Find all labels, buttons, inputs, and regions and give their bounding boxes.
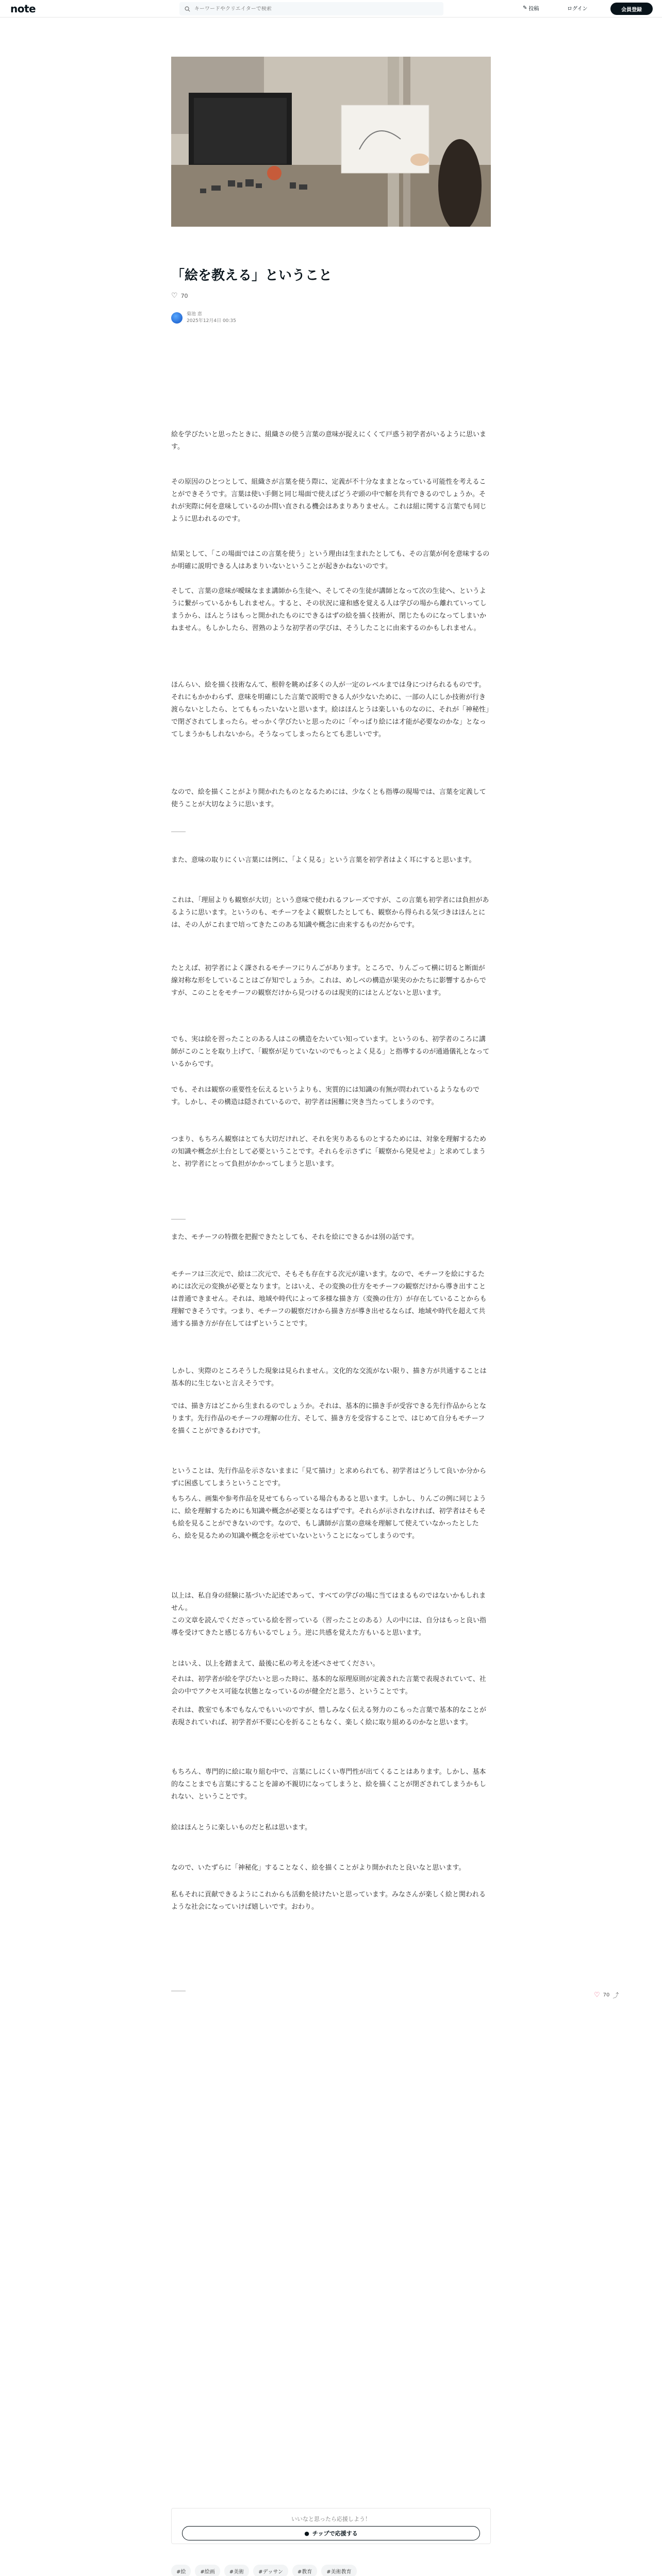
paragraph: 私もそれに貢献できるようにこれからも活動を続けたいと思っています。みなさんが楽しく絵と関われるような社会になっていけば嬉しいです。おわり。 [171,1891,486,1911]
paragraph: これは、「理屈よりも観察が大切」という意味で使われるフレーズですが、この言葉も初学者には負担があるように思います。というのも、モチーフをよく観察したとしても、観察から得られる気づきはほんとには、その人がこれまで培ってきたこのある知識や概念に由来するものだからです。 [171,896,489,929]
article-title: 「絵を教える」ということ [171,268,333,283]
paragraph: モチーフは三次元で、絵は二次元で、そもそも存在する次元が違います。なので、モチーフを絵にするためには次元の変換が必要となります。とはいえ、その変換の仕方をモチーフの観察だけから導き出すことは普通できません。それは、地域や時代によって多様な描き方（変換の仕方）が存在していることからも理解できそうです。つまり、モチーフの観察だけから描き方が導き出せるならば、地域や時代を超えて共通する描き方が存在してはずということです。 [171,1270,487,1328]
heart-icon[interactable]: ♡ [171,292,178,300]
tag[interactable]: #絵 [171,2565,191,2576]
paragraph: この文章を読んでくださっている絵を習っている（習ったことのある）人の中には、自分はもっと良い指導を受けてきたと感じる方もいるでしょう。逆に共感を覚えた方もいると思います。 [171,1617,487,1637]
author-row[interactable] [171,311,491,325]
paragraph: その原因のひとつとして、組織さが言葉を使う際に、定義が不十分なままとなっている可能性を考えることができそうです。言葉は使い手側と同じ場面で使えばどうぞ頭の中で解を共有できるのでしょうか。それが実際に何を意味しているのか問い直される機会はあまりありません。これは組に関する言葉でも同じように思われるのです。 [171,478,487,523]
top-like-row[interactable] [171,292,491,300]
paragraph: 絵を学びたいと思ったときに、組織さの使う言葉の意味が捉えにくくて戸惑う初学者がいるように思います。 [171,431,487,451]
tip-button[interactable] [182,2526,480,2540]
tag[interactable]: #絵画 [195,2565,220,2576]
paragraph: もちろん、画集や参考作品を見せてもらっている場合もあると思います。しかし、りんごの例に同じように、絵を理解するためにも知識や概念が必要となるはずです。それらが示されなければ、初学者はそもそも絵を見ることができないのです。なので、もし講師が言葉の意味を理解して使えていなかったとしたら、絵を見るための知識や概念を示せていないということになってしまうのです。 [171,1495,486,1540]
share-icon[interactable]: ⤴ [613,1992,619,1999]
search-bar[interactable] [179,2,443,15]
paragraph: とはいえ、以上を踏まえて、最後に私の考えを述べさせてください。 [171,1660,379,1668]
tag[interactable]: #教育 [292,2565,317,2576]
author-meta [187,311,236,325]
pen-icon: ✎ [523,5,527,11]
login-button[interactable]: ログイン [567,6,588,12]
search-icon [185,6,190,12]
tag[interactable]: #デッサン [253,2565,288,2576]
site-header [0,0,662,18]
paragraph: つまり、もちろん観察はとても大切だけれど、それを実りあるものとするためには、対象を理解するための知識や概念が土台として必要ということです。それらを示さずに「観察から発見せよ」と求めてしまうと、初学者にとって負担がかかってしまうと思います。 [171,1136,487,1168]
tag[interactable]: #美術 [224,2565,249,2576]
tag-list [171,2565,357,2576]
paragraph: ということは、先行作品を示さないままに「見て描け」と求められても、初学者はどうして良いか分からずに困惑してしまうということです。 [171,1467,487,1487]
note-logo[interactable]: note [10,3,36,15]
paragraph: それは、初学者が絵を学びたいと思った時に、基本的な原理原則が定義された言葉で表現されていて、社会の中でアクセス可能な状態となっているのが健全だと思う、ということです。 [171,1675,486,1696]
post-button[interactable] [523,4,539,12]
hero-image [171,57,491,227]
publish-date: 2025年12月4日 00:35 [187,318,236,324]
paragraph: そして、言葉の意味が曖昧なまま講師から生徒へ、そしてその生徒が講師となって次の生徒へ、というように繋がっているかもしれません。すると、その状況に違和感を覚える人は学びの場から離れていってしまうから、ほんとうはもっと開かれたものにできるはずの絵を描く技術が、閉じたものになってしまいかねません。もしかしたら、習熟のような初学者の学びは、そうしたことに由来するのかもしれません。 [171,587,487,632]
like-count: 70 [180,292,188,299]
author-name[interactable]: 菊池 恵 [187,312,202,317]
paragraph: なので、いたずらに「神秘化」することなく、絵を描くことがより開かれたと良いなと思います。 [171,1864,466,1872]
support-prompt: いいなと思ったら応援しよう！ [291,2516,371,2522]
paragraph: 絵はほんとうに楽しいものだと私は思います。 [171,1824,311,1832]
paragraph: では、描き方はどこから生まれるのでしょうか。それは、基本的に描き手が受容できる先行作品からとなります。先行作品のモチーフの理解の仕方、そして、描き方を受容することで、はじめて自分もモチーフを描くことができるわけです。 [171,1402,487,1435]
tag[interactable]: #美術教育 [321,2565,356,2576]
paragraph: 以上は、私自身の経験に基づいた記述であって、すべての学びの場に当てはまるものではないかもしれません。 [171,1592,486,1612]
author-avatar[interactable] [171,312,183,324]
paragraph: なので、絵を描くことがより開かれたものとなるためには、少なくとも指導の現場では、言葉を定義して使うことが大切なように思います。 [171,788,486,808]
paragraph: しかし、実際のところそうした現象は見られません。文化的な交流がない限り、描き方が共通することは基本的に生じないと言えそうです。 [171,1367,487,1387]
paragraph: 結果として、「この場面ではこの言葉を使う」という理由は生まれたとしても、その言葉が何を意味するのか明確に説明できる人はあまりいないということが起きかねないのです。 [171,550,490,570]
post-label: 投稿 [528,6,539,12]
search-input[interactable] [194,6,421,12]
paragraph: また、意味の取りにくい言葉には例に、「よく見る」という言葉を初学者はよく耳にすると思います。 [171,856,476,864]
paragraph: また、モチーフの特徴を把握できたとしても、それを絵にできるかは別の話です。 [171,1233,419,1241]
support-box [171,2508,491,2544]
like-count: 70 [603,1992,610,1998]
paragraph: でも、実は絵を習ったことのある人はこの構造をたいてい知っています。というのも、初学者のころに講師がこのことを取り上げて、「観察が足りていないのでもっとよく見る」と指導するのが通過儀礼となっているからです。 [171,1036,490,1068]
paragraph: もちろん、専門的に絵に取り組む中で、言葉にしにくい専門性が出てくることはあります。しかし、基本的なことまでも言葉にすることを諦め不親切になってしまうと、絵を描くことが閉ざされてしまうかもしれない、ということです。 [171,1768,487,1801]
paragraph: たとえば、初学者によく課されるモチーフにりんごがあります。ところで、りんごって横に切ると断面が線対称な形をしていることはご存知でしょうか。これは、めしべの構造が果実のかたちに影響するからですが、このことをモチーフの観察だけから見つけるのは現実的にはとんどないと思います。 [171,964,486,997]
paragraph: ほんらい、絵を描く技術なんて、根幹を眺めば多くの人が一定のレベルまでは身につけられるものです。それにもかかわらず、意味を明確にした言葉で説明できる人が少ないために、一部の人にしか技術が行き渡らないとしたら、とてももったいないと思います。絵はほんとうは楽しいものなのに、それが「神秘性」で閉ざされてしまったら。せっかく学びたいと思ったのに「やっぱり絵には才能が必要なのかな」となってしまうかもしれないから。そうなってしまったらとても悲しいです。 [171,681,489,738]
signup-button[interactable]: 会員登録 [610,3,653,15]
tip-label: チップで応援する [312,2530,358,2537]
heart-icon[interactable]: ♡ [594,1991,600,1999]
floating-like[interactable] [594,1991,619,1999]
paragraph: でも、それは観察の重要性を伝えるというよりも、実質的には知識の有無が問われているようなものです。しかし、その構造は隠されているので、初学者は困難に突き当たってしまうのです。 [171,1086,480,1106]
paragraph: それは、教室でも本でもなんでもいいのですが、惜しみなく伝える努力のこもった言葉で基本的なことが表現されていれば、初学者が不要に心を折ることもなく、楽しく絵に取り組めるのかなと思います。 [171,1706,487,1726]
tip-icon: ● [304,2530,309,2537]
